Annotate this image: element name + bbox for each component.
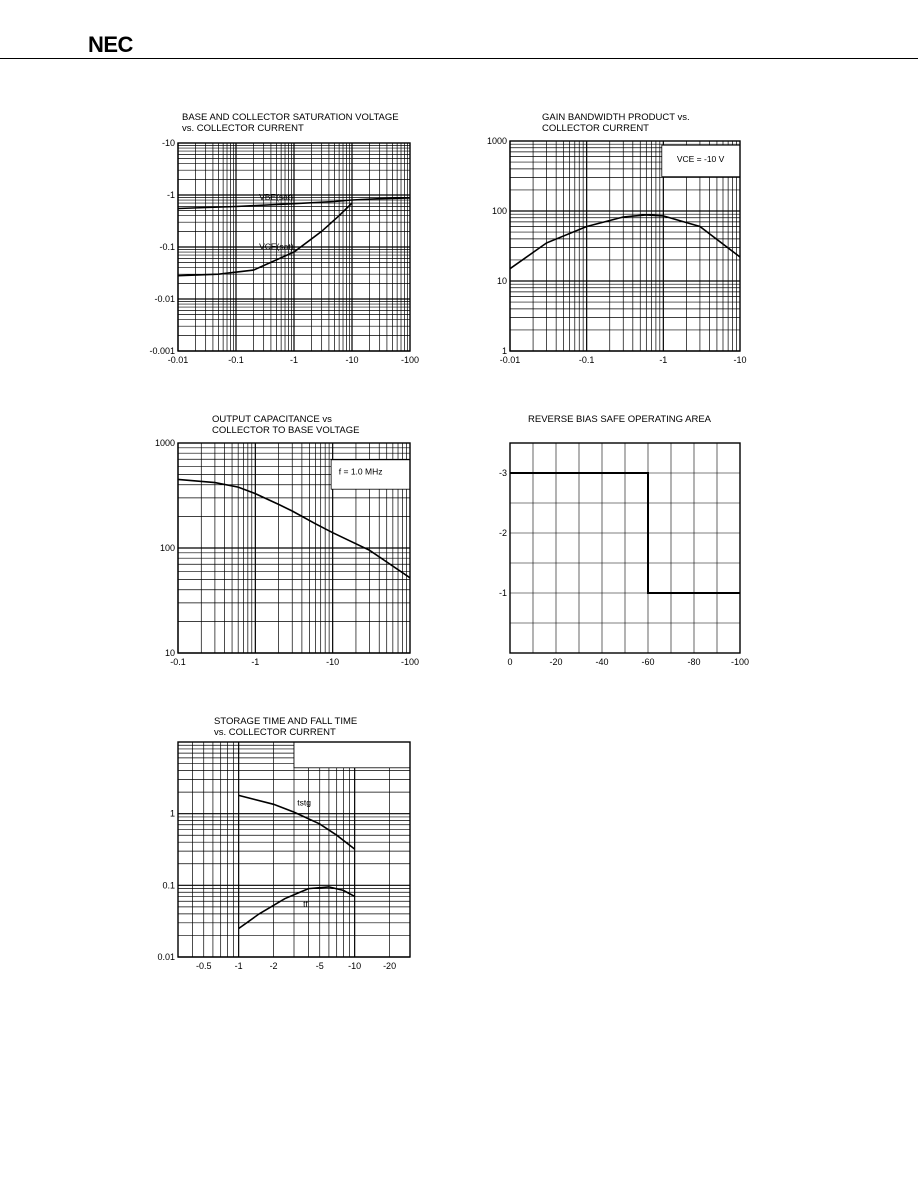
chart-storage-fall-time: [140, 712, 440, 987]
x-tick-label: -10: [733, 355, 747, 365]
y-tick-label: 1: [501, 346, 507, 356]
chart-title-line: GAIN BANDWIDTH PRODUCT vs.: [542, 112, 690, 123]
x-tick-label: -10: [348, 961, 362, 971]
y-tick-label: 1000: [154, 438, 175, 448]
chart-title-line: OUTPUT CAPACITANCE vs: [212, 414, 332, 425]
y-tick-label: -1: [498, 588, 507, 598]
chart-grid: [510, 443, 740, 653]
nec-logo: NEC: [88, 32, 133, 57]
x-tick-label: -100: [400, 355, 420, 365]
x-tick-label: -60: [641, 657, 655, 667]
chart-annotation: VBE(sat): [259, 192, 294, 203]
chart-output-capacitance: [140, 410, 440, 680]
y-tick-label: 10: [496, 276, 507, 286]
y-tick-label: -10: [161, 138, 175, 148]
chart-title-line: BASE AND COLLECTOR SATURATION VOLTAGE: [182, 112, 399, 123]
x-tick-label: -100: [400, 657, 420, 667]
y-tick-label: -2: [498, 528, 507, 538]
x-tick-label: -0.1: [170, 657, 186, 667]
chart-gain-bandwidth: [470, 108, 770, 373]
chart-annotation: tf: [303, 898, 308, 909]
x-tick-label: -20: [383, 961, 397, 971]
chart-title-line: COLLECTOR CURRENT: [542, 123, 649, 134]
x-tick-label: -10: [345, 355, 359, 365]
y-tick-label: -3: [498, 468, 507, 478]
x-tick-label: -1: [251, 657, 260, 667]
y-tick-label: -0.001: [149, 346, 175, 356]
chart-grid: [178, 742, 410, 957]
x-tick-label: 0: [507, 657, 513, 667]
x-tick-label: -80: [687, 657, 701, 667]
x-tick-label: -2: [269, 961, 278, 971]
chart-annotation: VCE(sat): [259, 241, 294, 252]
condition-box: [294, 742, 410, 768]
output-capacitance-svg: [140, 410, 440, 680]
y-tick-label: 1: [169, 808, 175, 819]
x-tick-label: -0.5: [195, 961, 212, 971]
x-tick-label: -0.1: [228, 355, 244, 365]
series-line-tf: [239, 887, 355, 929]
x-tick-label: -100: [730, 657, 750, 667]
series-line-vce-sat-: [178, 203, 352, 276]
saturation-voltage-svg: [140, 108, 440, 373]
reverse-bias-soa-svg: [470, 410, 770, 680]
chart-saturation-voltage: [140, 108, 440, 373]
gain-bandwidth-svg: [470, 108, 770, 373]
x-tick-label: -40: [595, 657, 609, 667]
y-tick-label: 100: [159, 543, 175, 553]
storage-fall-time-svg: [140, 712, 440, 987]
y-tick-label: 10: [164, 648, 175, 658]
chart-title-line: COLLECTOR TO BASE VOLTAGE: [212, 425, 360, 436]
series-line-cob: [178, 479, 410, 577]
x-tick-label: -1: [234, 961, 243, 971]
x-tick-label: -0.01: [167, 355, 189, 365]
chart-annotation: f = 1.0 MHz: [338, 466, 383, 477]
chart-annotation: tstg: [297, 797, 311, 808]
chart-reverse-bias-soa: [470, 410, 770, 680]
y-tick-label: 1000: [486, 136, 507, 146]
x-tick-label: -0.01: [499, 355, 521, 365]
chart-grid: [178, 143, 410, 351]
series-line-ft: [510, 215, 740, 269]
chart-title-line: STORAGE TIME AND FALL TIME: [214, 716, 358, 727]
chart-title-line: REVERSE BIAS SAFE OPERATING AREA: [528, 414, 712, 425]
y-tick-label: 0.1: [162, 880, 175, 891]
x-tick-label: -1: [289, 355, 299, 365]
y-tick-label: 100: [491, 206, 507, 216]
y-tick-label: -0.01: [154, 294, 175, 304]
y-tick-label: -0.1: [159, 242, 175, 252]
x-tick-label: -10: [326, 657, 340, 667]
y-tick-label: 0.01: [157, 952, 175, 962]
x-tick-label: -5: [315, 961, 324, 971]
x-tick-label: -1: [659, 355, 668, 365]
x-tick-label: -20: [549, 657, 563, 667]
chart-title-line: vs. COLLECTOR CURRENT: [214, 727, 336, 738]
chart-title-line: vs. COLLECTOR CURRENT: [182, 123, 304, 134]
x-tick-label: -0.1: [578, 355, 595, 365]
header-divider: [0, 58, 918, 59]
y-tick-label: -1: [166, 190, 175, 200]
chart-annotation: VCE = -10 V: [676, 154, 725, 165]
